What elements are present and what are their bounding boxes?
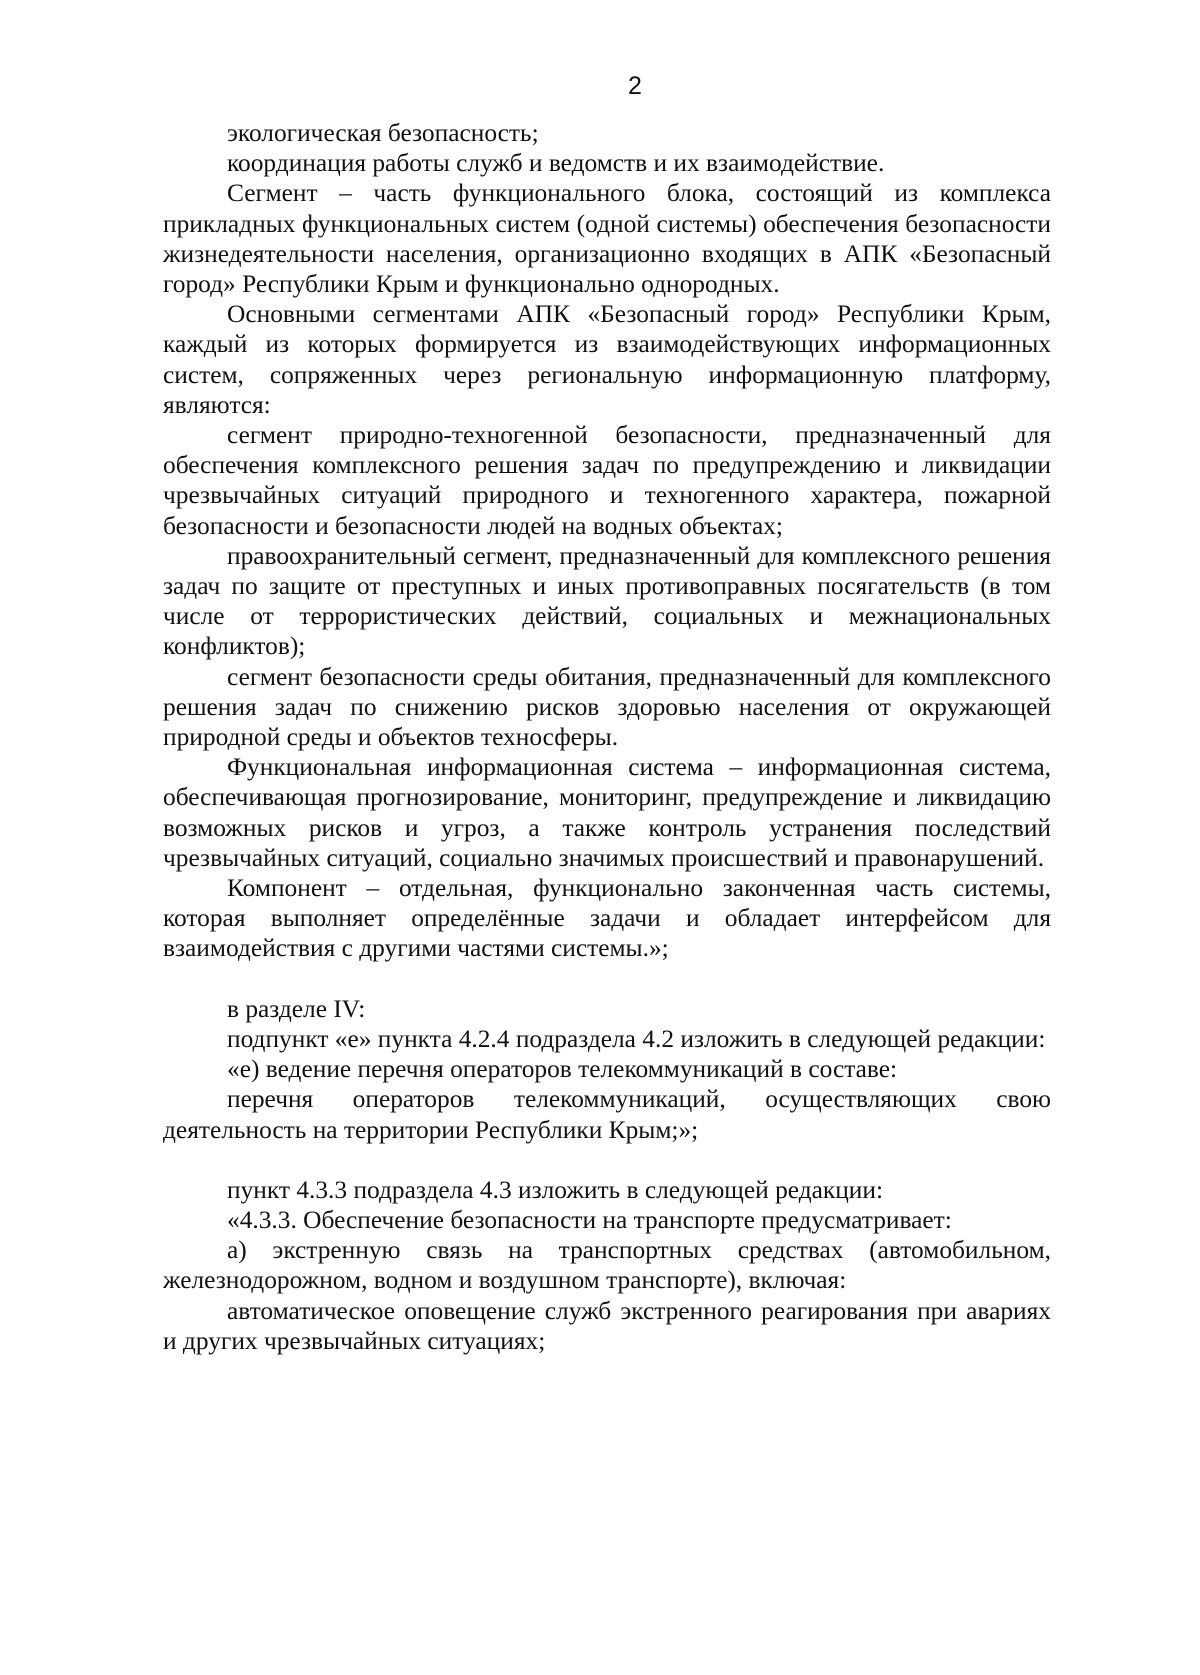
paragraph: перечня операторов телекоммуникаций, осуществляющих свою деятельность на территории Республики Крым;»; [163,1085,1051,1144]
paragraph: «4.3.3. Обеспечение безопасности на транспорте предусматривает: [227,1205,952,1234]
document-body [163,118,1051,1356]
paragraph: пункт 4.3.3 подраздела 4.3 изложить в следующей редакции: [227,1175,884,1204]
paragraph: а) экстренную связь на транспортных средствах (автомобильном, железнодорожном, водном и воздушном транспорте), включая: [163,1236,1051,1295]
paragraph: координация работы служб и ведомств и их взаимодействие. [227,149,885,178]
paragraph: правоохранительный сегмент, предназначенный для комплексного решения задач по защите от преступных и иных противоправных посягательств (в том числе от террористических действий, социальных и межнациональных конфликтов); [163,541,1051,661]
paragraph: «е) ведение перечня операторов телекоммуникаций в составе: [227,1055,898,1084]
page-number: 2 [628,72,642,100]
section-heading: в разделе IV: [227,994,366,1023]
paragraph: подпункт «е» пункта 4.2.4 подраздела 4.2 изложить в следующей редакции: [227,1024,1046,1053]
paragraph: экологическая безопасность; [227,119,539,147]
paragraph: автоматическое оповещение служб экстренного реагирования при авариях и других чрезвычайных ситуациях; [163,1296,1051,1355]
paragraph: Функциональная информационная система – информационная система, обеспечивающая прогнозирование, мониторинг, предупреждение и ликвидацию возможных рисков и угроз, а также контроль устранения последствий чрезвычайных ситуаций, социально значимых происшествий и правонарушений. [163,753,1051,872]
paragraph: Компонент – отдельная, функционально законченная часть системы, которая выполняет определённые задачи и обладает интерфейсом для взаимодействия с другими частями системы.»; [163,874,1051,963]
paragraph: Основными сегментами АПК «Безопасный город» Республики Крым, каждый из которых формируется из взаимодействующих информационных систем, сопряженных через региональную информационную платформу, являются: [163,300,1051,419]
paragraph: Сегмент – часть функционального блока, состоящий из комплекса прикладных функциональных систем (одной системы) обеспечения безопасности жизнедеятельности населения, организационно входящих в АПК «Безопасный город» Республики Крым и функционально однородных. [163,179,1051,299]
paragraph: сегмент природно-техногенной безопасности, предназначенный для обеспечения комплексного решения задач по предупреждению и ликвидации чрезвычайных ситуаций природного и техногенного характера, пожарной безопасности и безопасности людей на водных объектах; [163,421,1051,540]
paragraph: сегмент безопасности среды обитания, предназначенный для комплексного решения задач по снижению рисков здоровью населения от окружающей природной среды и объектов техносферы. [163,662,1051,752]
